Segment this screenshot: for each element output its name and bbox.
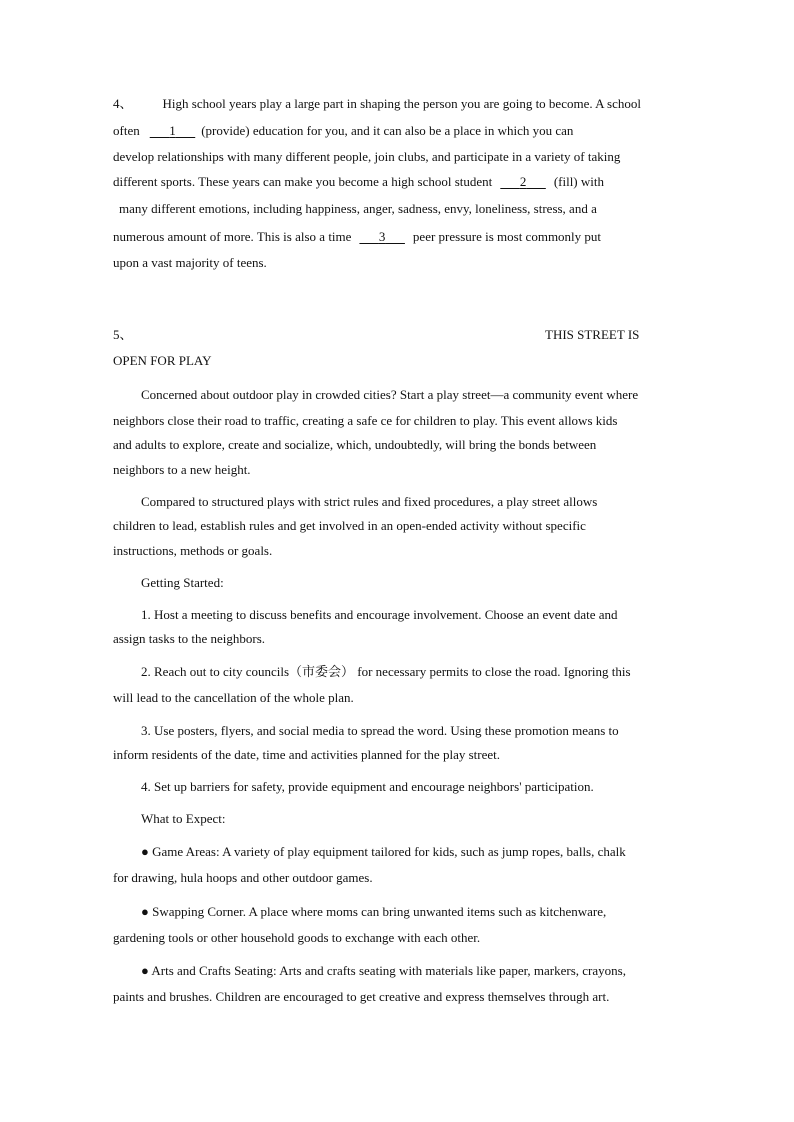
bullet-line: ● Arts and Crafts Seating: Arts and crafts seating with materials like paper, markers, crayons, — [141, 963, 626, 978]
q4-text: often — [113, 123, 140, 138]
q4-line-6 — [113, 229, 601, 245]
bullet-line: for drawing, hula hoops and other outdoor games. — [113, 870, 373, 885]
q4-blank-2[interactable] — [500, 174, 546, 190]
q4-line-2 — [113, 123, 573, 139]
paragraph-line: children to lead, establish rules and get involved in an open-ended activity without specific — [113, 518, 586, 533]
q4-text: different sports. These years can make you become a high school student — [113, 174, 493, 189]
step-line: 2. Reach out to city councils（市委会） for necessary permits to close the road. Ignoring this — [141, 664, 631, 679]
section-heading-getting-started: Getting Started: — [141, 575, 224, 590]
q4-line-4 — [113, 174, 604, 190]
paragraph-line: neighbors close their road to traffic, creating a safe ce for children to play. This event allows kids — [113, 413, 618, 428]
q4-text: (provide) education for you, and it can also be a place in which you can — [201, 123, 574, 138]
q4-blank-3[interactable] — [359, 229, 405, 245]
step-line: will lead to the cancellation of the whole plan. — [113, 690, 354, 705]
step-line: 4. Set up barriers for safety, provide equipment and encourage neighbors' participation. — [141, 779, 594, 794]
bullet-line: ● Swapping Corner. A place where moms can bring unwanted items such as kitchenware, — [141, 904, 607, 919]
q4-text: High school years play a large part in shaping the person you are going to become. A school — [162, 96, 641, 111]
bullet-line: ● Game Areas: A variety of play equipment tailored for kids, such as jump ropes, balls, chalk — [141, 844, 626, 859]
blank-number: 3 — [378, 229, 386, 244]
q4-text: (fill) with — [553, 174, 604, 189]
bullet-line: gardening tools or other household goods to exchange with each other. — [113, 930, 481, 945]
paragraph-line: instructions, methods or goals. — [113, 543, 273, 558]
step-line: 1. Host a meeting to discuss benefits and encourage involvement. Choose an event date and — [141, 607, 618, 622]
paragraph-line: Compared to structured plays with strict rules and fixed procedures, a play street allows — [141, 494, 598, 509]
q5-title-part2: OPEN FOR PLAY — [113, 353, 212, 368]
q4-text: peer pressure is most commonly put — [412, 229, 602, 244]
paragraph-line: neighbors to a new height. — [113, 462, 251, 477]
step-line: 3. Use posters, flyers, and social media to spread the word. Using these promotion means to — [141, 723, 619, 738]
step-line: assign tasks to the neighbors. — [113, 631, 266, 646]
blank-number: 1 — [169, 123, 176, 138]
q4-blank-1[interactable] — [150, 123, 196, 139]
bullet-line: paints and brushes. Children are encouraged to get creative and express themselves through art. — [113, 989, 610, 1004]
q4-line-7: upon a vast majority of teens. — [113, 255, 267, 270]
q4-line-3: develop relationships with many different people, join clubs, and participate in a variety of taking — [113, 149, 621, 164]
q4-line-5: many different emotions, including happiness, anger, sadness, envy, loneliness, stress, and a — [119, 201, 597, 216]
q5-number: 5、 — [113, 327, 133, 342]
paragraph-line: and adults to explore, create and socialize, which, undoubtedly, will bring the bonds between — [113, 437, 597, 452]
q4-line-1 — [113, 96, 641, 112]
paragraph-line: Concerned about outdoor play in crowded cities? Start a play street—a community event where — [141, 387, 639, 402]
section-heading-what-to-expect: What to Expect: — [141, 811, 226, 826]
step-line: inform residents of the date, time and activities planned for the play street. — [113, 747, 500, 762]
q4-text: numerous amount of more. This is also a time — [113, 229, 352, 244]
blank-number: 2 — [519, 174, 527, 189]
q5-title-part1: THIS STREET IS — [545, 327, 640, 342]
q4-number: 4、 — [113, 96, 133, 111]
